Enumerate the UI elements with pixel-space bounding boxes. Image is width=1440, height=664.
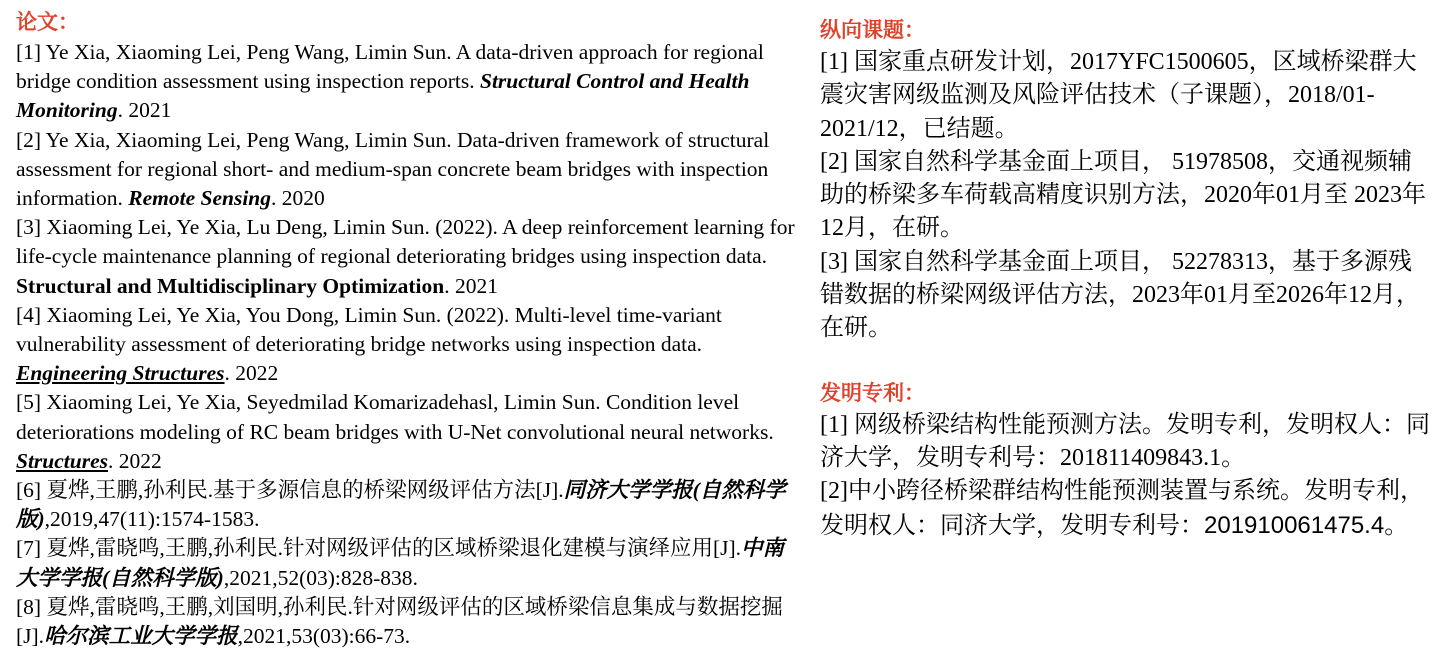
paper-journal: Structural and Multidisciplinary Optimization [16,273,445,298]
papers-column [16,0,796,651]
paper-item [16,388,796,476]
patent-item [820,409,1435,476]
paper-item [16,213,796,301]
paper-journal: Structural Control and Health Monitoring [16,69,750,123]
patent-item [820,475,1435,543]
paper-year: . 2020 [271,186,325,211]
paper-journal: Remote Sensing [128,186,272,211]
paper-year: ,2021,52(03):828-838. [223,565,418,590]
paper-item [16,593,796,651]
patent-text: [1] 网级桥梁结构性能预测方法。发明专利，发明权人：同济大学，发明专利号：201811409843.1。 [820,411,1430,471]
paper-citation: [1] Ye Xia, Xiaoming Lei, Peng Wang, Limin Sun. A data-driven approach for regional bridge condition assessment using inspection reports. [16,40,764,94]
paper-citation: [5] Xiaoming Lei, Ye Xia, Seyedmilad Komarizadehasl, Limin Sun. Condition level deteriorations modeling of RC beam bridges with U-Net convolutional neural networks. [16,390,774,444]
project-item: [1] 国家重点研发计划，2017YFC1500605，区域桥梁群大震灾害网级监测及风险评估技术（子课题），2018/01-2021/12，已结题。 [820,49,1417,142]
paper-year: . 2022 [224,361,279,386]
paper-citation: [4] Xiaoming Lei, Ye Xia, You Dong, Limin Sun. (2022). Multi-level time-variant vulnerability assessment of deteriorating bridge networks using inspection data. [16,302,722,357]
patent-number: 201910061475.4。 [1204,511,1409,539]
paper-year: ,2021,53(03):66-73. [237,624,411,649]
paper-item [16,38,796,126]
paper-journal: 同济大学学报(自然科学版) [16,478,786,532]
projects-patents-column [820,0,1435,543]
project-item: [3] 国家自然科学基金面上项目， 52278313，基于多源残错数据的桥梁网级评估方法，2023年01月至2026年12月，在研。 [820,248,1420,342]
paper-citation: [7] 夏烨,雷晓鸣,王鹏,孙利民.针对网级评估的区域桥梁退化建模与演绎应用[J]. [16,536,742,561]
paper-year: ,2019,47(11):1574-1583. [44,507,260,532]
paper-citation: [6] 夏烨,王鹏,孙利民.基于多源信息的桥梁网级评估方法[J]. [16,478,564,503]
paper-year: . 2022 [108,448,162,473]
paper-item [16,534,796,592]
paper-journal: Engineering Structures [16,361,225,386]
projects-heading: 纵向课题： [820,18,925,42]
paper-item [16,301,796,389]
paper-journal: Structures [16,448,109,473]
paper-journal: 中南大学学报(自然科学版) [16,536,785,590]
paper-citation: [2] Ye Xia, Xiaoming Lei, Peng Wang, Limin Sun. Data-driven framework of structural assessment for regional short- and medium-span concrete beam bridges with inspection information. [16,127,770,211]
patents-heading: 发明专利： [820,380,925,405]
paper-year: . 2021 [117,98,172,123]
paper-citation: [3] Xiaoming Lei, Ye Xia, Lu Deng, Limin Sun. (2022). A deep reinforcement learning for life-cycle maintenance planning of regional deteriorating bridges using inspection data. [16,215,795,269]
paper-item [16,126,796,214]
paper-citation: [8] 夏烨,雷晓鸣,王鹏,刘国明,孙利民.针对网级评估的区域桥梁信息集成与数据挖掘[J]. [16,594,783,649]
project-item: [2] 国家自然科学基金面上项目， 51978508，交通视频辅助的桥梁多车荷载高精度识别方法，2020年01月至 2023年 12月，在研。 [820,148,1426,242]
paper-item [16,476,796,534]
papers-heading: 论文： [16,10,79,34]
paper-year: . 2021 [444,273,498,298]
patent-text: [2]中小跨径桥梁群结构性能预测装置与系统。发明专利，发明权人：同济大学，发明专利号： [820,478,1424,539]
paper-journal: 哈尔滨工业大学学报 [44,624,238,649]
